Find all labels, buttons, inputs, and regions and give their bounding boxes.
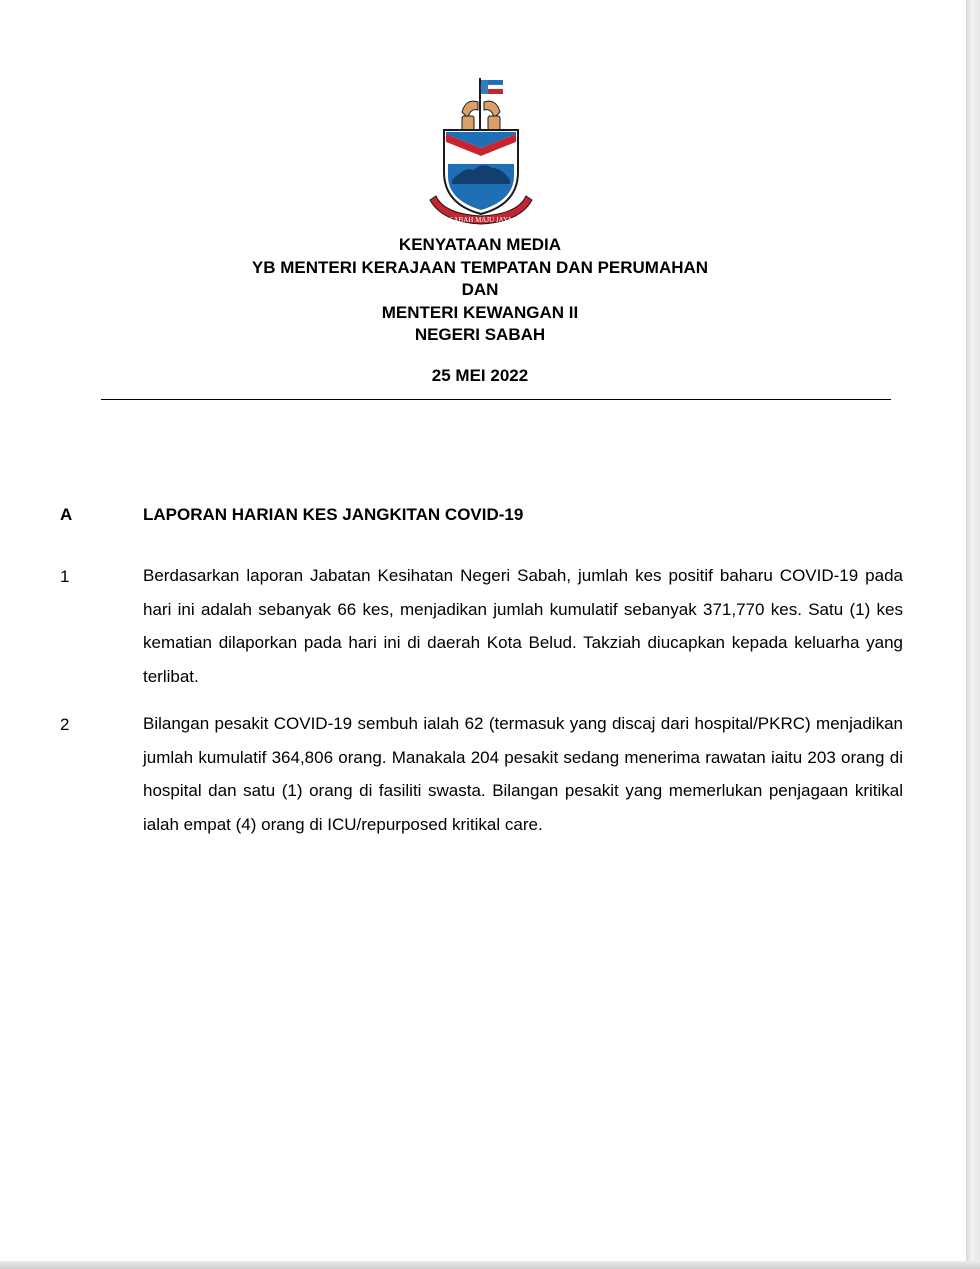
header-line: KENYATAAN MEDIA [398,235,562,254]
header-divider [101,399,891,400]
header-line: NEGERI SABAH [414,325,546,344]
paragraph-number: 1 [60,567,70,586]
statement-header [100,234,860,347]
section-letter: A [60,505,73,524]
page-bottom-edge [0,1261,980,1269]
header-line: DAN [461,280,499,299]
crest-motto: SABAH MAJU JAYA [449,216,513,224]
statement-date: 25 MEI 2022 [431,366,529,385]
paragraph-body: Berdasarkan laporan Jabatan Kesihatan Negeri Sabah, jumlah kes positif baharu COVID-19 pada hari ini adalah sebanyak 66 kes, menjadikan jumlah kumulatif sebanyak 371,770 kes. Satu (1) kes kematian dilaporkan pada hari ini di daerah Kota Belud. Takziah diucapkan kepada keluarha yang terlibat. [143,566,903,686]
page-edge-shadow [966,0,980,1269]
header-line: MENTERI KEWANGAN II [381,302,579,322]
paragraph-number: 2 [60,715,70,734]
header-line: YB MENTERI KERAJAAN TEMPATAN DAN PERUMAHAN [251,257,709,277]
section-title: LAPORAN HARIAN KES JANGKITAN COVID-19 [143,505,524,524]
sabah-crest-logo [422,72,540,232]
paragraph-body: Bilangan pesakit COVID-19 sembuh ialah 62 (termasuk yang discaj dari hospital/PKRC) menjadikan jumlah kumulatif 364,806 orang. Manakala 204 pesakit sedang menerima rawatan iaitu 203 orang di hospital dan satu (1) orang di fasiliti swasta. Bilangan pesakit yang memerlukan penjagaan kritikal ialah empat (4) orang di ICU/repurposed kritikal care. [143,714,903,834]
